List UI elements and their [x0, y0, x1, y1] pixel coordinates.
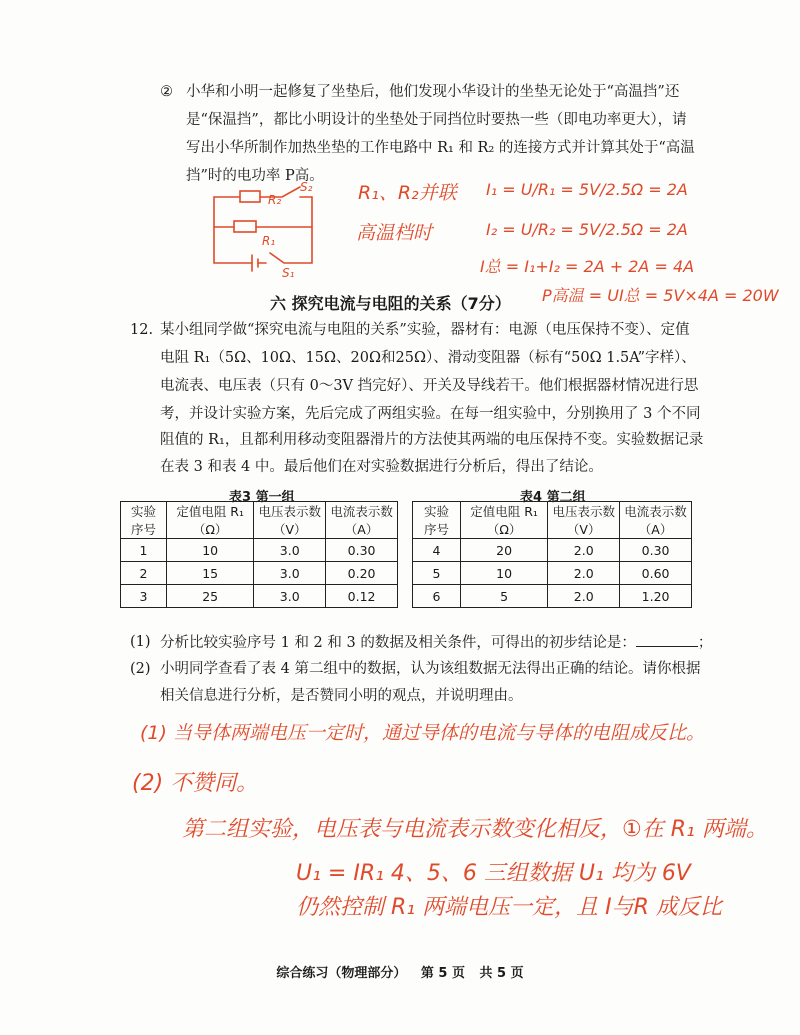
- table-cell: 15: [166, 562, 253, 585]
- table-cell: 3.0: [254, 585, 326, 608]
- table-cell: 2.0: [548, 585, 620, 608]
- hw-state: 高温档时: [356, 222, 433, 244]
- table-header: 定值电阻 R₁ （Ω）: [460, 502, 547, 539]
- table-row: [121, 539, 398, 562]
- subq1-text: 分析比较实验序号 1 和 2 和 3 的数据及相关条件，可得出的初步结论是： ；: [160, 632, 712, 653]
- table-cell: 25: [166, 585, 253, 608]
- q2-line-3: 写出小华所制作加热坐垫的工作电路中 R₁ 和 R₂ 的连接方式并计算其处于“高温: [186, 140, 695, 156]
- footer-title: 综合练习（物理部分）: [276, 966, 407, 981]
- answer-blank[interactable]: [636, 632, 698, 647]
- table4-caption: 表4 第二组: [520, 490, 586, 505]
- table3-caption: 表3 第一组: [229, 490, 295, 505]
- table-cell: 0.20: [326, 562, 398, 585]
- table-cell: 5: [460, 585, 547, 608]
- table-header: 定值电阻 R₁ （Ω）: [166, 502, 253, 539]
- q12-line-2: 电阻 R₁（5Ω、10Ω、15Ω、20Ω和25Ω）、滑动变阻器（标有“50Ω 1.5A”字样）、: [160, 350, 696, 366]
- hw-answer-1: (1) 当导体两端电压一定时，通过导体的电流与导体的电阻成反比。: [140, 722, 705, 744]
- hw-connection: R₁、R₂并联: [358, 182, 457, 204]
- subq2-line-1: 小明同学查看了表 4 第二组中的数据，认为该组数据无法得出正确的结论。请你根据: [160, 661, 701, 677]
- circuit-label-s2: S₂: [300, 180, 313, 194]
- hw-current-total: I总 = I₁+I₂ = 2A + 2A = 4A: [480, 257, 695, 276]
- footer-page: 第 5 页: [420, 966, 465, 981]
- table-cell: 10: [460, 562, 547, 585]
- table-row: [121, 562, 398, 585]
- table-cell: 6: [413, 585, 461, 608]
- hw-answer-2-line-1: 第二组实验，电压表与电流表示数变化相反，①在 R₁ 两端。: [182, 817, 768, 842]
- q12-number: 12.: [130, 322, 154, 338]
- q12-line-5: 阻值的 R₁，且都利用移动变阻器滑片的方法使其两端的电压保持不变。实验数据记录: [160, 432, 704, 448]
- circuit-label-r1: R₁: [262, 234, 276, 248]
- q2-line-2: 是“保温挡”，都比小明设计的坐垫处于同挡位时要热一些（即电功率更大），请: [186, 112, 687, 128]
- table-cell: 4: [413, 539, 461, 562]
- table-cell: 0.60: [620, 562, 692, 585]
- circuit-label-s1: S₁: [282, 266, 295, 280]
- table4: [412, 501, 692, 608]
- table-cell: 0.30: [326, 539, 398, 562]
- section-title: 六 探究电流与电阻的关系（7分）: [270, 294, 511, 313]
- table3: [120, 501, 398, 608]
- q2-line-1: 小华和小明一起修复了坐垫后，他们发现小华设计的坐垫无论处于“高温挡”还: [186, 84, 680, 100]
- subq1-number: (1): [130, 634, 151, 650]
- table-cell: 1.20: [620, 585, 692, 608]
- hw-power: P高温 = UI总 = 5V×4A = 20W: [542, 286, 779, 305]
- hw-current-1: I₁ = U/R₁ = 5V/2.5Ω = 2A: [486, 180, 688, 199]
- table-header: 实验 序号: [121, 502, 167, 539]
- footer-total: 共 5 页: [479, 966, 524, 981]
- table-header: 实验 序号: [413, 502, 461, 539]
- hw-current-2: I₂ = U/R₂ = 5V/2.5Ω = 2A: [486, 220, 688, 239]
- q2-line-4: 挡”时的电功率 P高。: [186, 168, 324, 184]
- table-cell: 20: [460, 539, 547, 562]
- table-cell: 3.0: [254, 539, 326, 562]
- hw-answer-2-line-3: 仍然控制 R₁ 两端电压一定，且 I与R 成反比: [296, 895, 722, 920]
- q12-line-6: 在表 3 和表 4 中。最后他们在对实验数据进行分析后，得出了结论。: [160, 459, 603, 475]
- table-cell: 0.12: [326, 585, 398, 608]
- hw-answer-2-line-2: U₁ = IR₁ 4、5、6 三组数据 U₁ 均为 6V: [296, 861, 691, 886]
- hw-answer-2-head: (2) 不赞同。: [132, 771, 259, 796]
- table-header-row: [413, 502, 692, 539]
- page-footer: [0, 962, 800, 981]
- table-header: 电压表示数 （V）: [254, 502, 326, 539]
- table-cell: 0.30: [620, 539, 692, 562]
- q12-line-4: 考，并设计实验方案，先后完成了两组实验。在每一组实验中，分别换用了 3 个不同: [160, 406, 701, 422]
- table-cell: 2.0: [548, 539, 620, 562]
- table-row: [413, 562, 692, 585]
- table-row: [121, 585, 398, 608]
- circuit-diagram: [200, 175, 345, 285]
- table-header: 电压表示数 （V）: [548, 502, 620, 539]
- table-cell: 3.0: [254, 562, 326, 585]
- table-cell: 1: [121, 539, 167, 562]
- q12-line-3: 电流表、电压表（只有 0～3V 挡完好）、开关及导线若干。他们根据器材情况进行思: [160, 378, 699, 394]
- table-cell: 3: [121, 585, 167, 608]
- table-cell: 2.0: [548, 562, 620, 585]
- q2-number: ②: [160, 84, 173, 100]
- subq2-number: (2): [130, 661, 151, 677]
- table-cell: 2: [121, 562, 167, 585]
- table-header: 电流表示数 （A）: [326, 502, 398, 539]
- table-header: 电流表示数 （A）: [620, 502, 692, 539]
- table-cell: 5: [413, 562, 461, 585]
- table-cell: 10: [166, 539, 253, 562]
- subq2-line-2: 相关信息进行分析，是否赞同小明的观点，并说明理由。: [160, 688, 523, 704]
- table-row: [413, 539, 692, 562]
- q12-line-1: 某小组同学做“探究电流与电阻的关系”实验，器材有：电源（电压保持不变）、定值: [160, 322, 690, 338]
- table-row: [413, 585, 692, 608]
- table-header-row: [121, 502, 398, 539]
- circuit-label-r2: R₂: [268, 193, 282, 207]
